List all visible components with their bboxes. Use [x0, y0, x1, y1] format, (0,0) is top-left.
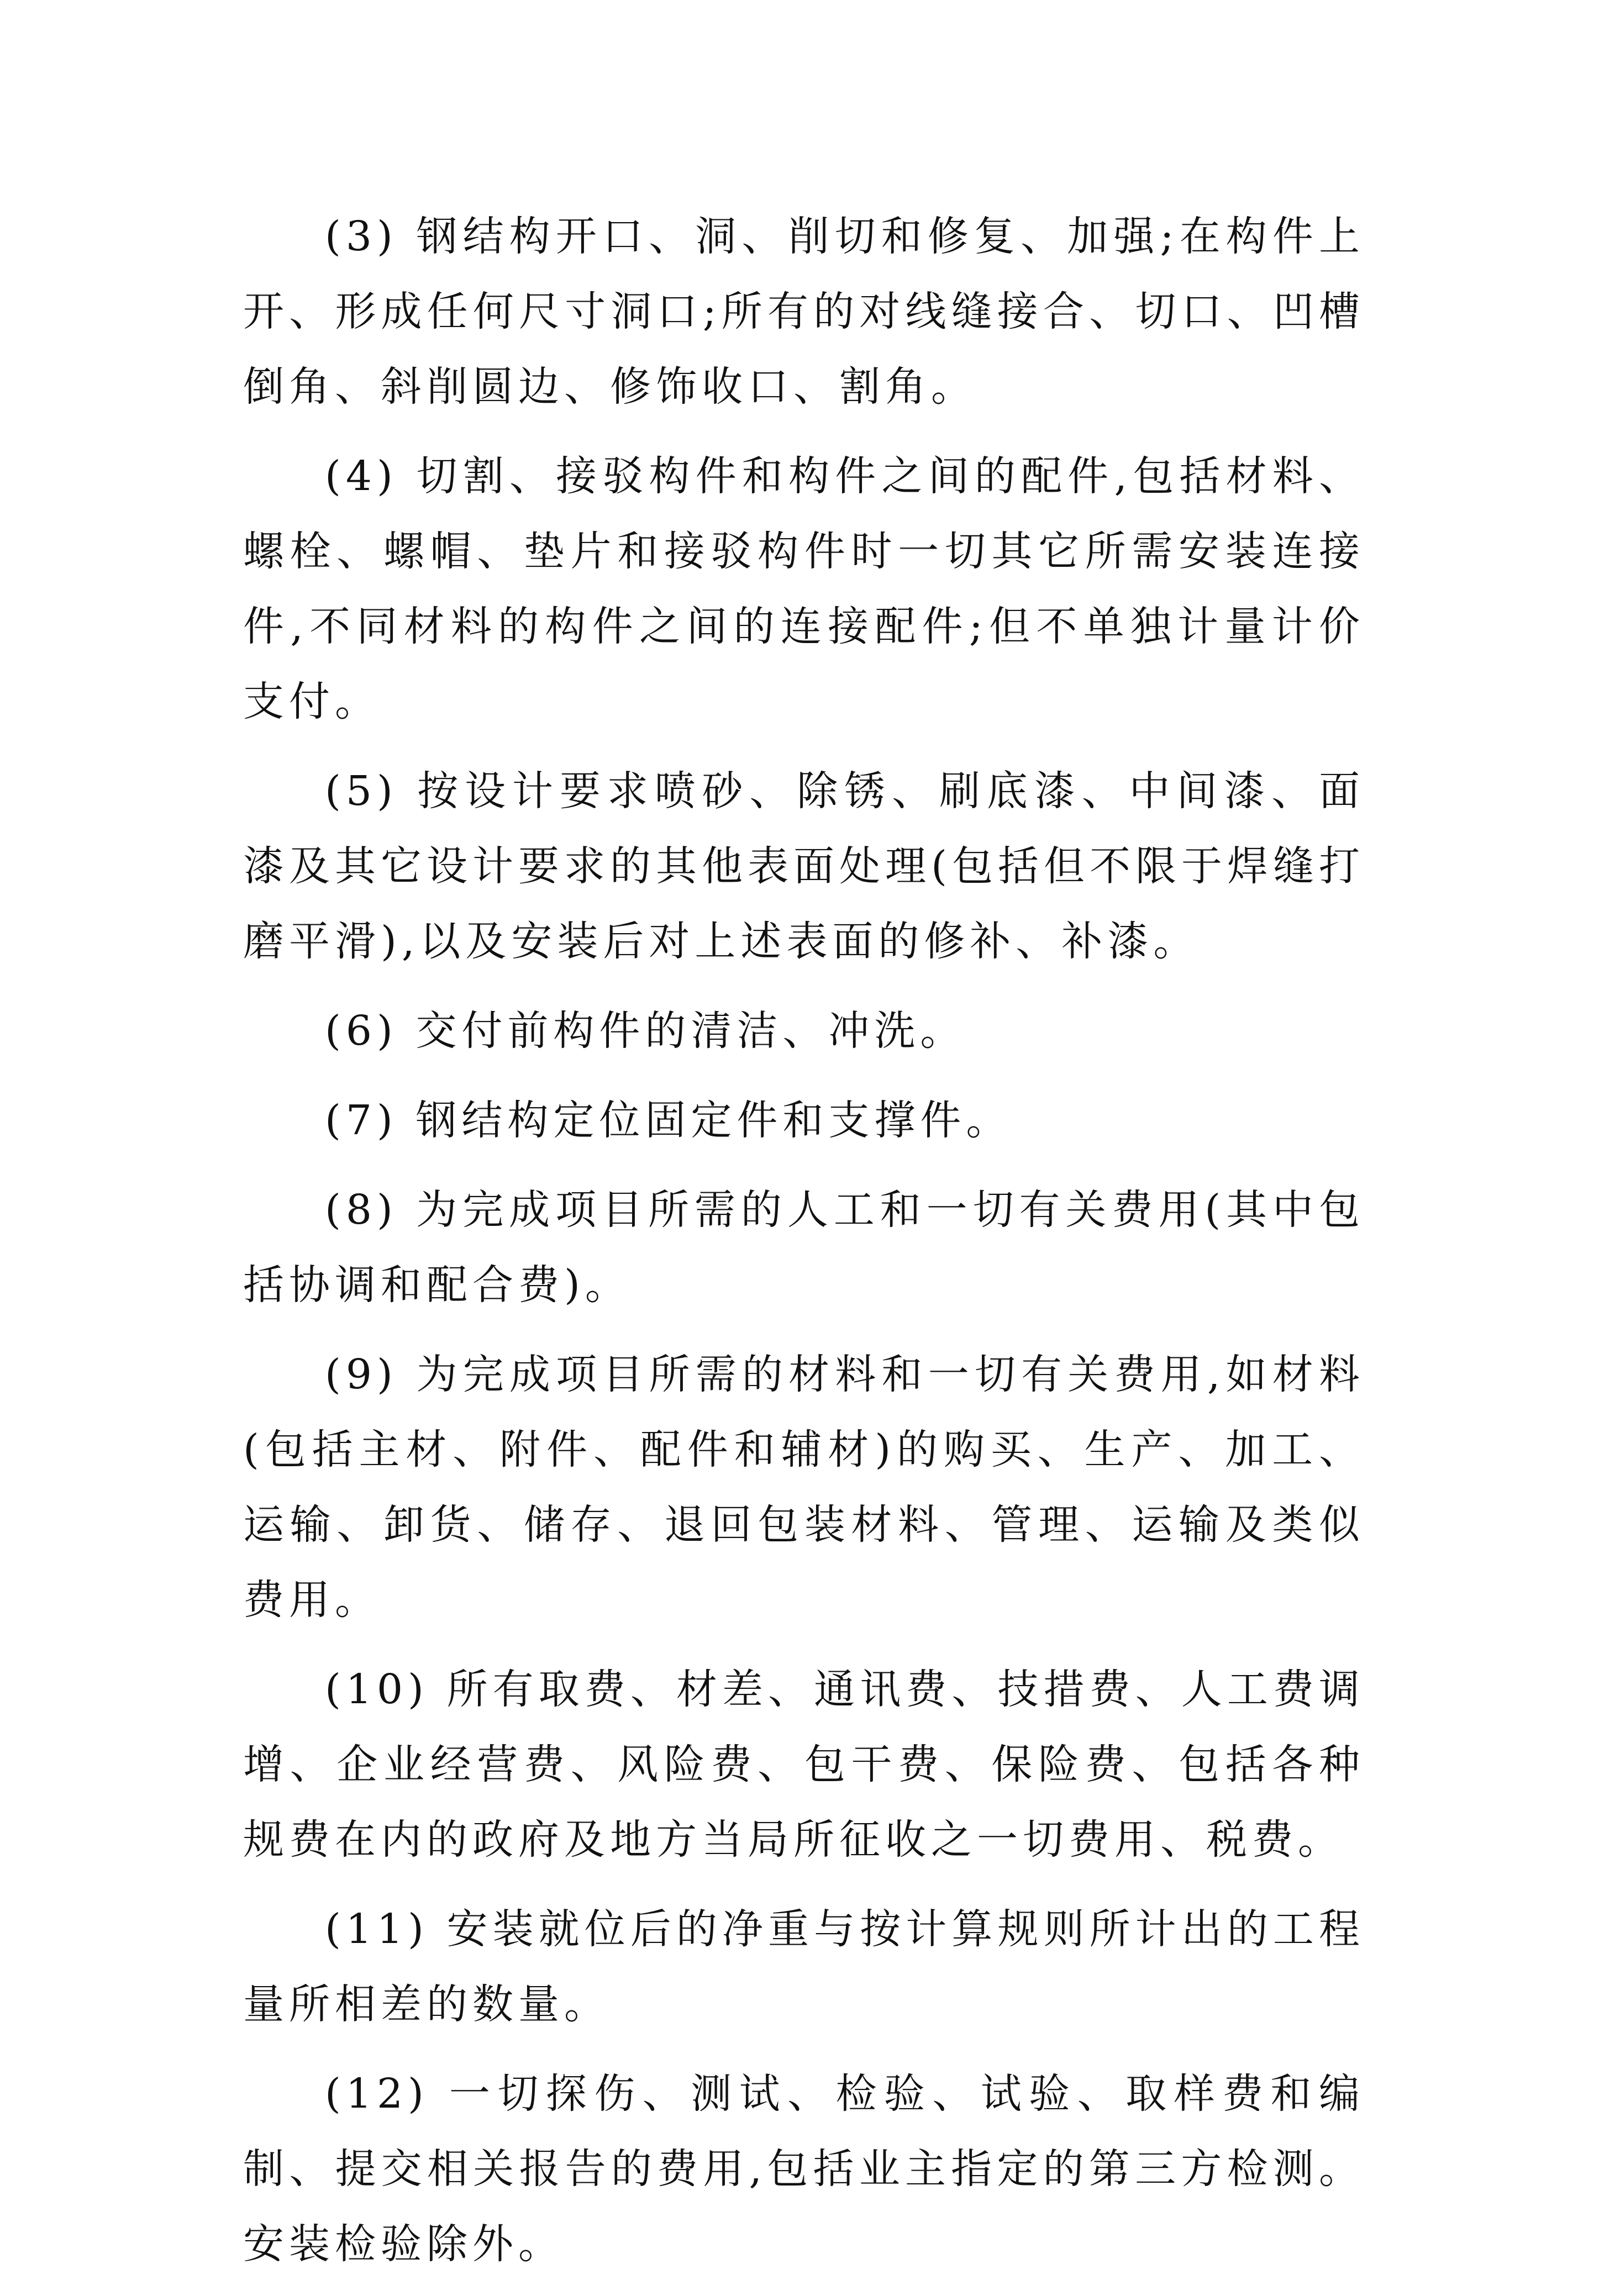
paragraph-item-12: (12) 一切探伤、测试、检验、试验、取样费和编制、提交相关报告的费用,包括业主指定的第三方检测。安装检验除外。: [243, 2070, 1365, 2268]
paragraph-item-10: (10) 所有取费、材差、通讯费、技措费、人工费调增、企业经营费、风险费、包干费、保险费、包括各种规费在内的政府及地方当局所征收之一切费用、税费。: [243, 1666, 1365, 1863]
paragraph-item-3: (3) 钢结构开口、洞、削切和修复、加强;在构件上开、形成任何尺寸洞口;所有的对线缝接合、切口、凹槽倒角、斜削圆边、修饰收口、割角。: [243, 213, 1365, 410]
document-body: [243, 199, 1365, 2296]
paragraph-item-4: (4) 切割、接驳构件和构件之间的配件,包括材料、螺栓、螺帽、垫片和接驳构件时一切其它所需安装连接件,不同材料的构件之间的连接配件;但不单独计量计价支付。: [243, 452, 1365, 725]
paragraph-item-9: (9) 为完成项目所需的材料和一切有关费用,如材料(包括主材、附件、配件和辅材)的购买、生产、加工、运输、卸货、储存、退回包装材料、管理、运输及类似费用。: [243, 1351, 1365, 1624]
paragraph-item-6: (6) 交付前构件的清洁、冲洗。: [325, 1007, 966, 1055]
paragraph-item-5: (5) 按设计要求喷砂、除锈、刷底漆、中间漆、面漆及其它设计要求的其他表面处理(包括但不限于焊缝打磨平滑),以及安装后对上述表面的修补、补漆。: [243, 767, 1365, 965]
paragraph-item-8: (8) 为完成项目所需的人工和一切有关费用(其中包括协调和配合费)。: [243, 1186, 1365, 1309]
paragraph-item-11: (11) 安装就位后的净重与按计算规则所计出的工程量所相差的数量。: [243, 1905, 1365, 2028]
paragraph-item-7: (7) 钢结构定位固定件和支撑件。: [325, 1097, 1012, 1144]
